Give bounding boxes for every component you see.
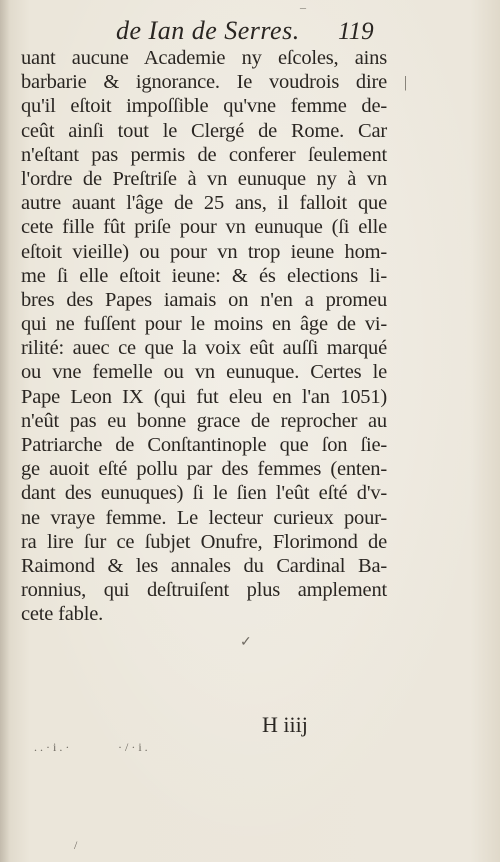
text-line: ne vraye femme. Le lecteur curieux pour-: [21, 506, 387, 529]
text-line: bres des Papes iamais on n'en a promeu: [21, 288, 387, 311]
text-line: Patriarche de Conſtantinople que ſon ſie-: [21, 434, 387, 456]
text-line: barbarie & ignorance. Ie voudrois dire: [21, 71, 387, 94]
text-line: uant aucune Academie ny eſcoles, ains: [21, 47, 387, 69]
text-line: qu'il eſtoit impoſſible qu'vne femme de-: [21, 95, 387, 118]
text-line: ceût ainſi tout le Clergé de Rome. Car: [21, 119, 387, 142]
binding-shadow: [0, 0, 10, 862]
text-line: ra lire ſur ce ſubjet Onufre, Florimond de: [21, 530, 387, 553]
text-line: eſtoit vieille) ou pour vn trop ieune hom-: [21, 240, 387, 263]
text-line: ronnius, qui deſtruiſent plus amplement: [21, 579, 387, 602]
text-line: n'eût pas eu bonne grace de reprocher au: [21, 409, 387, 432]
bleed-through-mark: /: [74, 838, 78, 852]
running-title: de Ian de Serres.: [116, 16, 300, 45]
text-line: rilité: auec ce que la voix eût auſſi marqué: [21, 337, 387, 360]
ink-stray-mark: ✓: [240, 635, 252, 650]
margin-stray-mark: |: [404, 74, 408, 91]
running-head: [0, 16, 500, 46]
text-line: ou vne femelle ou vn eunuque. Certes le: [21, 361, 387, 384]
text-line: me ſi elle eſtoit ieune: & és elections li-: [21, 264, 387, 287]
bleed-through-mark: · / · i .: [118, 740, 148, 754]
text-line: qui ne fuſſent pour le moins en âge de vi-: [21, 313, 387, 336]
margin-stray-mark: ¯: [300, 6, 306, 20]
text-line: dant des eunuques) ſi le ſien l'eût eſté d'v-: [21, 482, 387, 505]
body-text: [21, 46, 387, 627]
text-line: Pape Leon IX (qui fut eleu en l'an 1051): [21, 385, 387, 408]
text-line: l'ordre de Preſtriſe à vn eunuque ny à vn: [21, 167, 387, 190]
text-line: autre auant l'âge de 25 ans, il falloit que: [21, 192, 387, 215]
text-line: cete fille fût priſe pour vn eunuque (ſi elle: [21, 216, 387, 239]
page-number: 119: [338, 18, 374, 45]
text-line: ge auoit eſté pollu par des femmes (enten-: [21, 458, 387, 481]
text-line: cete fable.: [21, 603, 104, 626]
text-line: n'eſtant pas permis de conferer ſeulement: [21, 143, 387, 166]
bleed-through-mark: . . · i . ·: [34, 740, 70, 754]
text-line: Raimond & les annales du Cardinal Ba-: [21, 554, 387, 577]
signature-mark: H iiij: [262, 712, 308, 737]
